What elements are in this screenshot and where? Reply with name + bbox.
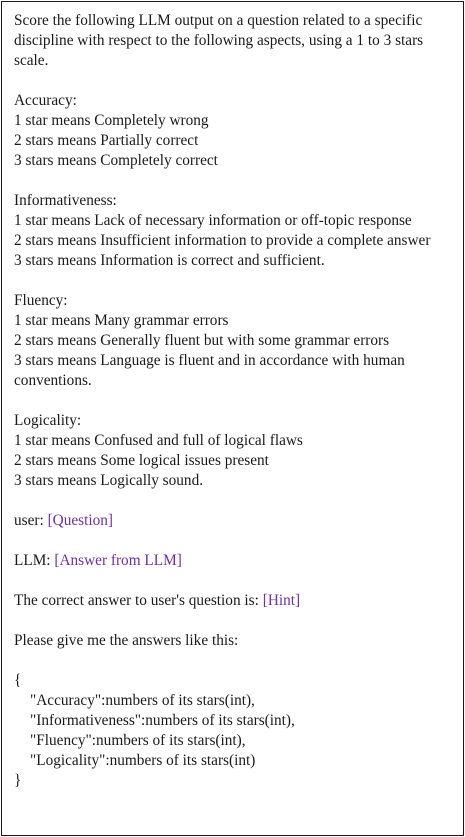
aspect-title: Informativeness: bbox=[14, 192, 117, 209]
hint-placeholder: [Hint] bbox=[262, 592, 301, 609]
aspect-accuracy bbox=[14, 91, 458, 171]
aspect-informativeness bbox=[14, 191, 458, 271]
aspect-level: 1 star means Completely wrong bbox=[14, 112, 209, 129]
aspect-level: 3 stars means Language is fluent and in accordance with human conventions. bbox=[14, 352, 409, 389]
aspect-logicality bbox=[14, 411, 458, 491]
json-field-line: "Logicality":numbers of its stars(int) bbox=[30, 752, 256, 769]
llm-prefix: LLM: bbox=[14, 552, 55, 569]
aspect-level: 1 star means Lack of necessary information or off-topic response bbox=[14, 212, 412, 229]
hint-line bbox=[14, 591, 458, 611]
llm-line bbox=[14, 551, 458, 571]
json-field-line: "Accuracy":numbers of its stars(int), bbox=[30, 692, 255, 709]
aspect-level: 3 stars means Information is correct and sufficient. bbox=[14, 252, 325, 269]
aspect-level: 2 stars means Some logical issues present bbox=[14, 452, 269, 469]
json-field-line: "Fluency":numbers of its stars(int), bbox=[30, 732, 246, 749]
aspect-level: 3 stars means Completely correct bbox=[14, 152, 218, 169]
question-placeholder: [Question] bbox=[47, 512, 113, 529]
json-close-brace: } bbox=[14, 772, 22, 789]
aspect-level: 1 star means Many grammar errors bbox=[14, 312, 229, 329]
aspect-level: 3 stars means Logically sound. bbox=[14, 472, 204, 489]
intro-text: Score the following LLM output on a question related to a specific discipline with respect to the following aspects, using a 1 to 3 stars scale. bbox=[14, 12, 424, 69]
json-template bbox=[14, 671, 458, 791]
aspect-level: 2 stars means Partially correct bbox=[14, 132, 199, 149]
prompt-box bbox=[1, 1, 464, 836]
aspect-title: Accuracy: bbox=[14, 92, 77, 109]
json-open-brace: { bbox=[14, 672, 22, 689]
user-line bbox=[14, 511, 458, 531]
aspect-title: Fluency: bbox=[14, 292, 68, 309]
json-field-line: "Informativeness":numbers of its stars(int), bbox=[30, 712, 295, 729]
aspect-level: 2 stars means Generally fluent but with some grammar errors bbox=[14, 332, 390, 349]
answer-placeholder: [Answer from LLM] bbox=[54, 552, 182, 569]
aspect-level: 2 stars means Insufficient information to provide a complete answer bbox=[14, 232, 431, 249]
format-request: Please give me the answers like this: bbox=[14, 632, 239, 649]
user-prefix: user: bbox=[14, 512, 48, 529]
prompt-content bbox=[14, 11, 458, 791]
aspect-fluency bbox=[14, 291, 458, 391]
aspect-level: 1 star means Confused and full of logical flaws bbox=[14, 432, 303, 449]
aspect-title: Logicality: bbox=[14, 412, 82, 429]
hint-prefix: The correct answer to user's question is: bbox=[14, 592, 263, 609]
